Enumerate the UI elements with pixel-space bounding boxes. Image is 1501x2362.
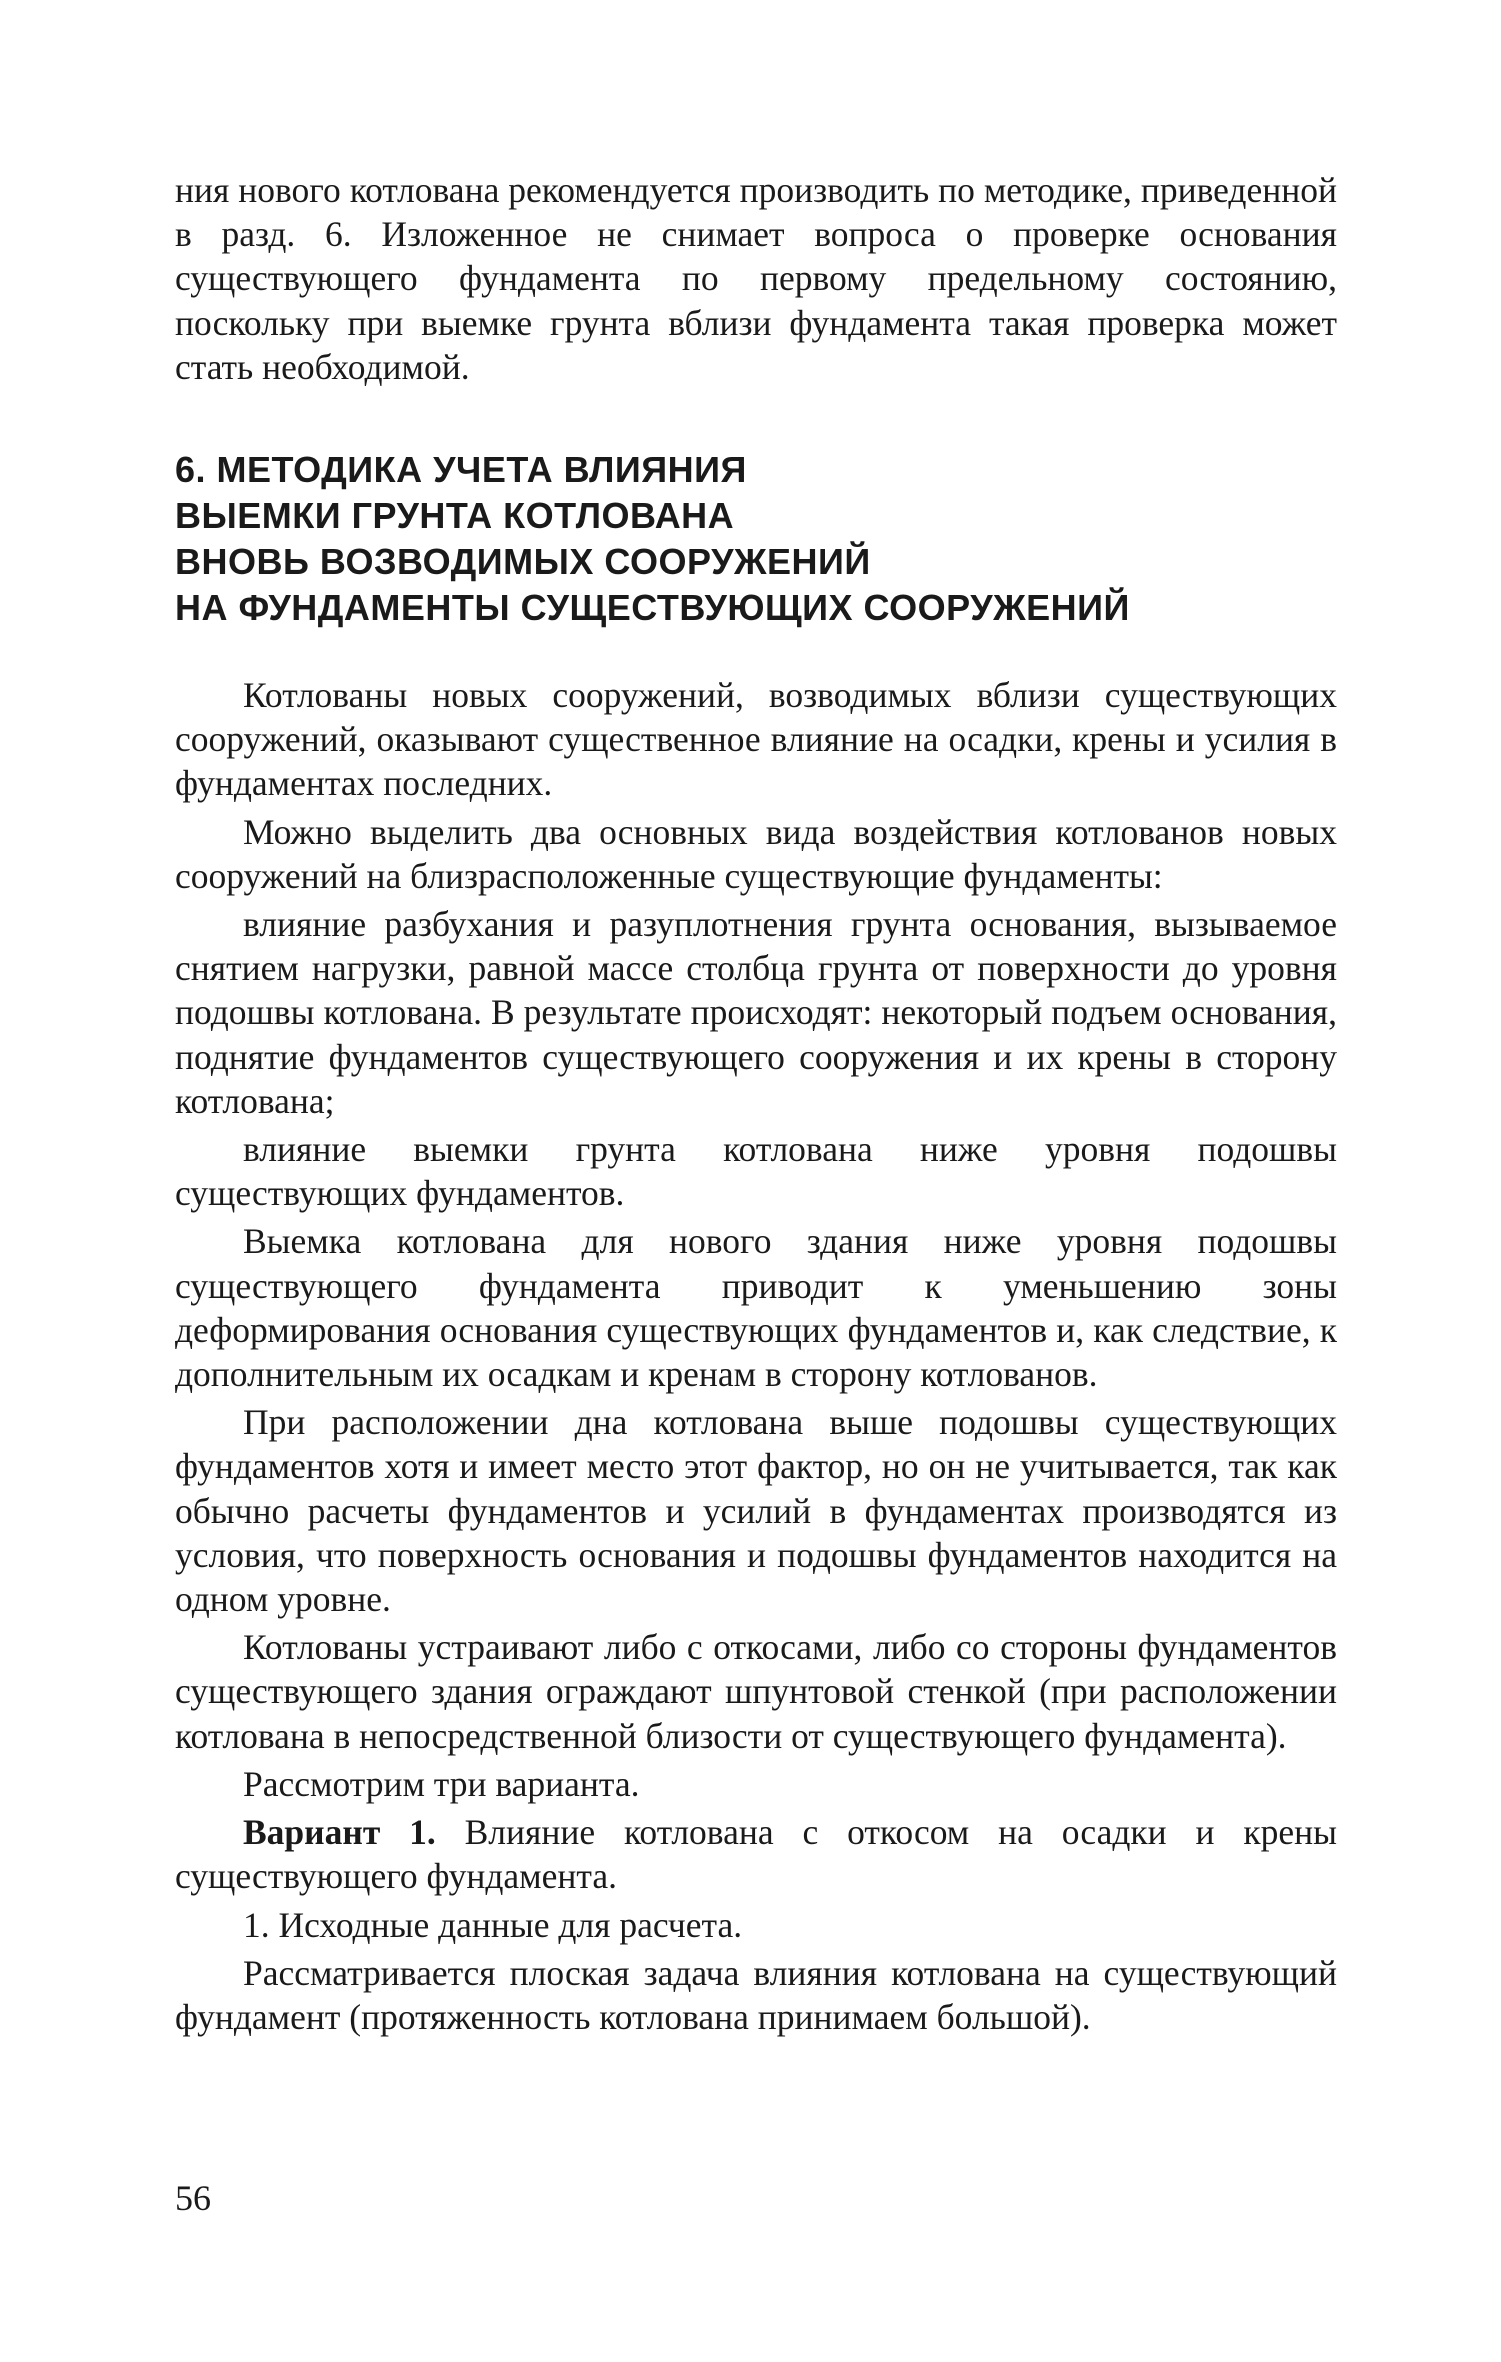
paragraph-9 (175, 1810, 1337, 1898)
paragraph-5: Выемка котлована для нового здания ниже уровня подошвы существующего фундамента приводит к уменьшению зоны деформирования основания существующих фундаментов и, как следствие, к дополнительным их осадкам и кренам в сторону котлованов. (175, 1221, 1337, 1395)
variant-text: Влияние котлована с откосом на осадки и крены существующего фундамента. (175, 1812, 1337, 1897)
paragraph-4: влияние выемки грунта котлована ниже уровня подошвы существующих фундаментов. (175, 1129, 1337, 1214)
heading-line-2: ВЫЕМКИ ГРУНТА КОТЛОВАНА (175, 495, 735, 537)
continuation-paragraph: ния нового котлована рекомендуется производить по методике, приведенной в разд. 6. Изложенное не снимает вопроса о проверке основания существующего фундамента по первому предельному состоянию, поскольку при выемке грунта вблизи фундамента такая проверка может стать необходимой. (175, 170, 1337, 387)
paragraph-6: При расположении дна котлована выше подошвы существующих фундаментов хотя и имеет место этот фактор, но он не учитывается, так как обычно расчеты фундаментов и усилий в фундаментах производятся из условия, что поверхность основания и подошвы фундаментов находится на одном уровне. (175, 1402, 1337, 1620)
paragraph-10: 1. Исходные данные для расчета. (243, 1904, 743, 1945)
paragraph-2: Можно выделить два основных вида воздействия котлованов новых сооружений на близрасположенные существующие фундаменты: (175, 811, 1337, 896)
section-heading (175, 447, 1337, 631)
heading-line-4: НА ФУНДАМЕНТЫ СУЩЕСТВУЮЩИХ СООРУЖЕНИЙ (175, 587, 1130, 629)
paragraph-11: Рассматривается плоская задача влияния котлована на существующий фундамент (протяженность котлована принимаем большой). (175, 1952, 1337, 2037)
paragraph-3: влияние разбухания и разуплотнения грунта основания, вызываемое снятием нагрузки, равной массе столбца грунта от поверхности до уровня подошвы котлована. В результате происходят: некоторый подъем основания, поднятие фундаментов существующего сооружения и их крены в сторону котлована; (175, 904, 1337, 1121)
paragraph-7: Котлованы устраивают либо с откосами, либо со стороны фундаментов существующего здания ограждают шпунтовой стенкой (при расположении котлована в непосредственной близости от существующего фундамента). (175, 1627, 1337, 1756)
heading-line-3: ВНОВЬ ВОЗВОДИМЫХ СООРУЖЕНИЙ (175, 541, 871, 583)
paragraph-1: Котлованы новых сооружений, возводимых вблизи существующих сооружений, оказывают существенное влияние на осадки, крены и усилия в фундаментах последних. (175, 675, 1337, 804)
paragraph-8: Рассмотрим три варианта. (243, 1763, 640, 1804)
heading-line-1: 6. МЕТОДИКА УЧЕТА ВЛИЯНИЯ (175, 449, 747, 491)
page-number: 56 (175, 2178, 211, 2218)
page-body (175, 168, 1337, 2039)
variant-label: Вариант 1. (243, 1812, 436, 1853)
